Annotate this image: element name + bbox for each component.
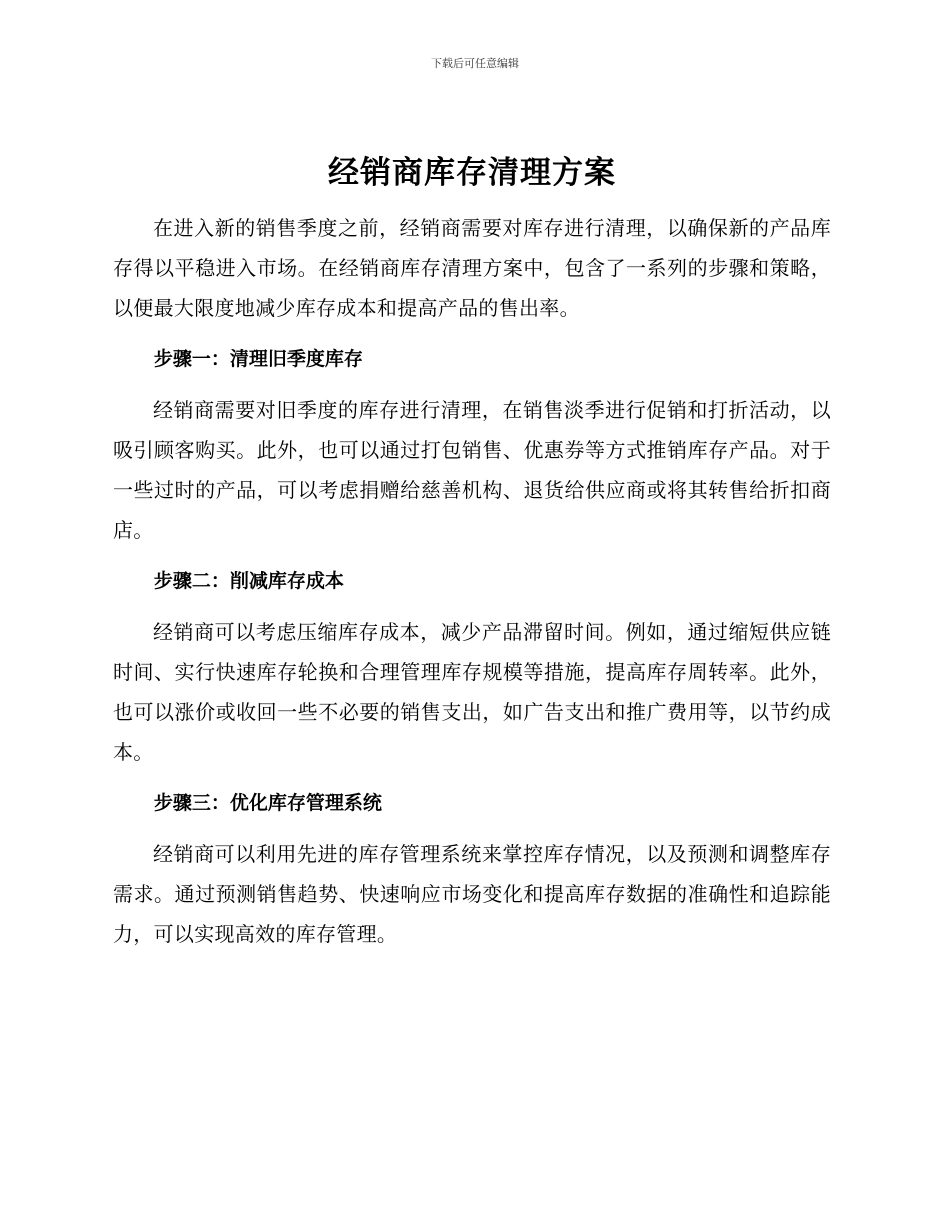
intro-paragraph: 在进入新的销售季度之前，经销商需要对库存进行清理，以确保新的产品库存得以平稳进入市场。在经销商库存清理方案中，包含了一系列的步骤和策略，以便最大限度地减少库存成本和提高产品的售出率。 <box>113 216 831 320</box>
step-2-paragraph: 经销商可以考虑压缩库存成本，减少产品滞留时间。例如，通过缩短供应链时间、实行快速库存轮换和合理管理库存规模等措施，提高库存周转率。此外，也可以涨价或收回一些不必要的销售支出，如广告支出和推广费用等，以节约成本。 <box>113 620 831 764</box>
document-title: 经销商库存清理方案 <box>328 155 616 191</box>
step-3-paragraph: 经销商可以利用先进的库存管理系统来掌控库存情况，以及预测和调整库存需求。通过预测销售趋势、快速响应市场变化和提高库存数据的准确性和追踪能力，可以实现高效的库存管理。 <box>113 842 831 946</box>
step-3-heading: 步骤三：优化库存管理系统 <box>153 792 382 814</box>
step-2-heading: 步骤二：削减库存成本 <box>153 570 344 592</box>
step-1-paragraph: 经销商需要对旧季度的库存进行清理，在销售淡季进行促销和打折活动，以吸引顾客购买。此外，也可以通过打包销售、优惠券等方式推销库存产品。对于一些过时的产品，可以考虑捐赠给慈善机构、退货给供应商或将其转售给折扣商店。 <box>113 398 831 542</box>
document-body <box>113 150 831 954</box>
step-1-heading: 步骤一：清理旧季度库存 <box>153 348 363 370</box>
page-header-note: 下载后可任意编辑 <box>431 57 519 70</box>
